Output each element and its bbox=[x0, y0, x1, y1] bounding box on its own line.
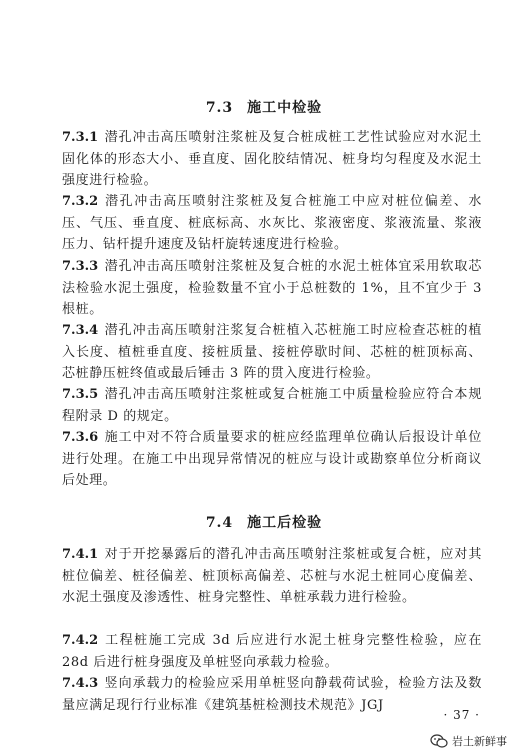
paragraph-7-3-2 bbox=[62, 191, 482, 256]
paragraph-7-3-1 bbox=[62, 127, 482, 192]
section-number: 7.4 bbox=[205, 515, 234, 531]
watermark bbox=[430, 730, 528, 752]
paragraph-number: 7.4.3 bbox=[62, 676, 99, 691]
paragraph-number: 7.3.3 bbox=[62, 259, 99, 274]
paragraph-number: 7.3.2 bbox=[62, 194, 99, 209]
paragraph-text: 竖向承载力的检验应采用单桩竖向静载荷试验，检验方法及数量应满足现行行业标准《建筑基桩检测技术规范》JGJ bbox=[62, 676, 482, 713]
paragraph-text: 潜孔冲击高压喷射注浆桩或复合桩施工中质量检验应符合本规程附录 D 的规定。 bbox=[62, 387, 482, 424]
paragraph-text: 潜孔冲击高压喷射注浆桩及复合桩的水泥土桩体宜采用软取芯法检验水泥土强度，检验数量不宜小于总桩数的 1%，且不宜少于 3 根桩。 bbox=[62, 259, 482, 318]
paragraph-number: 7.3.5 bbox=[62, 387, 99, 402]
paragraph-number: 7.4.2 bbox=[62, 633, 99, 648]
paragraph-7-4-1 bbox=[62, 544, 482, 609]
paragraph-text: 施工中对不符合质量要求的桩应经监理单位确认后报设计单位进行处理。在施工中出现异常情况的桩应与设计或勘察单位分析商议后处理。 bbox=[62, 430, 482, 489]
paragraph-text: 工程桩施工完成 3d 后应进行水泥土桩身完整性检验，应在 28d 后进行桩身强度及单桩竖向承载力检验。 bbox=[62, 633, 482, 670]
paragraph-text: 潜孔冲击高压喷射注浆桩及复合桩成桩工艺性试验应对水泥土固化体的形态大小、垂直度、固化胶结情况、桩身均匀程度及水泥土强度进行检验。 bbox=[62, 130, 482, 189]
paragraph-7-3-3 bbox=[62, 256, 482, 321]
section-heading-7-3 bbox=[0, 97, 528, 117]
wechat-icon bbox=[430, 734, 448, 748]
section-title-text: 施工后检验 bbox=[247, 515, 323, 531]
paragraph-7-3-4 bbox=[62, 320, 482, 385]
page-number: · 37 · bbox=[443, 708, 480, 722]
section-heading-7-4 bbox=[0, 512, 528, 532]
watermark-text: 岩土新鲜事 bbox=[452, 735, 507, 748]
paragraph-number: 7.3.1 bbox=[62, 130, 99, 145]
paragraph-text: 潜孔冲击高压喷射注浆复合桩植入芯桩施工时应检查芯桩的植入长度、植桩垂直度、接桩质量、接桩停歇时间、芯桩的桩顶标高、芯桩静压桩终值或最后锤击 3 阵的贯入度进行检验。 bbox=[62, 323, 482, 382]
paragraph-7-4-2 bbox=[62, 630, 482, 673]
paragraph-7-3-5 bbox=[62, 384, 482, 427]
paragraph-7-3-6 bbox=[62, 427, 482, 492]
paragraph-number: 7.3.4 bbox=[62, 323, 99, 338]
paragraph-number: 7.3.6 bbox=[62, 430, 99, 445]
paragraph-text: 潜孔冲击高压喷射注浆桩及复合桩施工中应对桩位偏差、水压、气压、垂直度、桩底标高、水灰比、浆液密度、浆液流量、浆液压力、钻杆提升速度及钻杆旋转速度进行检验。 bbox=[62, 194, 482, 253]
section-title-text: 施工中检验 bbox=[247, 100, 323, 116]
paragraph-number: 7.4.1 bbox=[62, 547, 99, 562]
paragraph-text: 对于开挖暴露后的潜孔冲击高压喷射注浆桩或复合桩，应对其桩位偏差、桩径偏差、桩顶标高偏差、芯桩与水泥土桩同心度偏差、水泥土强度及渗透性、桩身完整性、单桩承载力进行检验。 bbox=[62, 547, 482, 606]
section-number: 7.3 bbox=[205, 100, 234, 116]
